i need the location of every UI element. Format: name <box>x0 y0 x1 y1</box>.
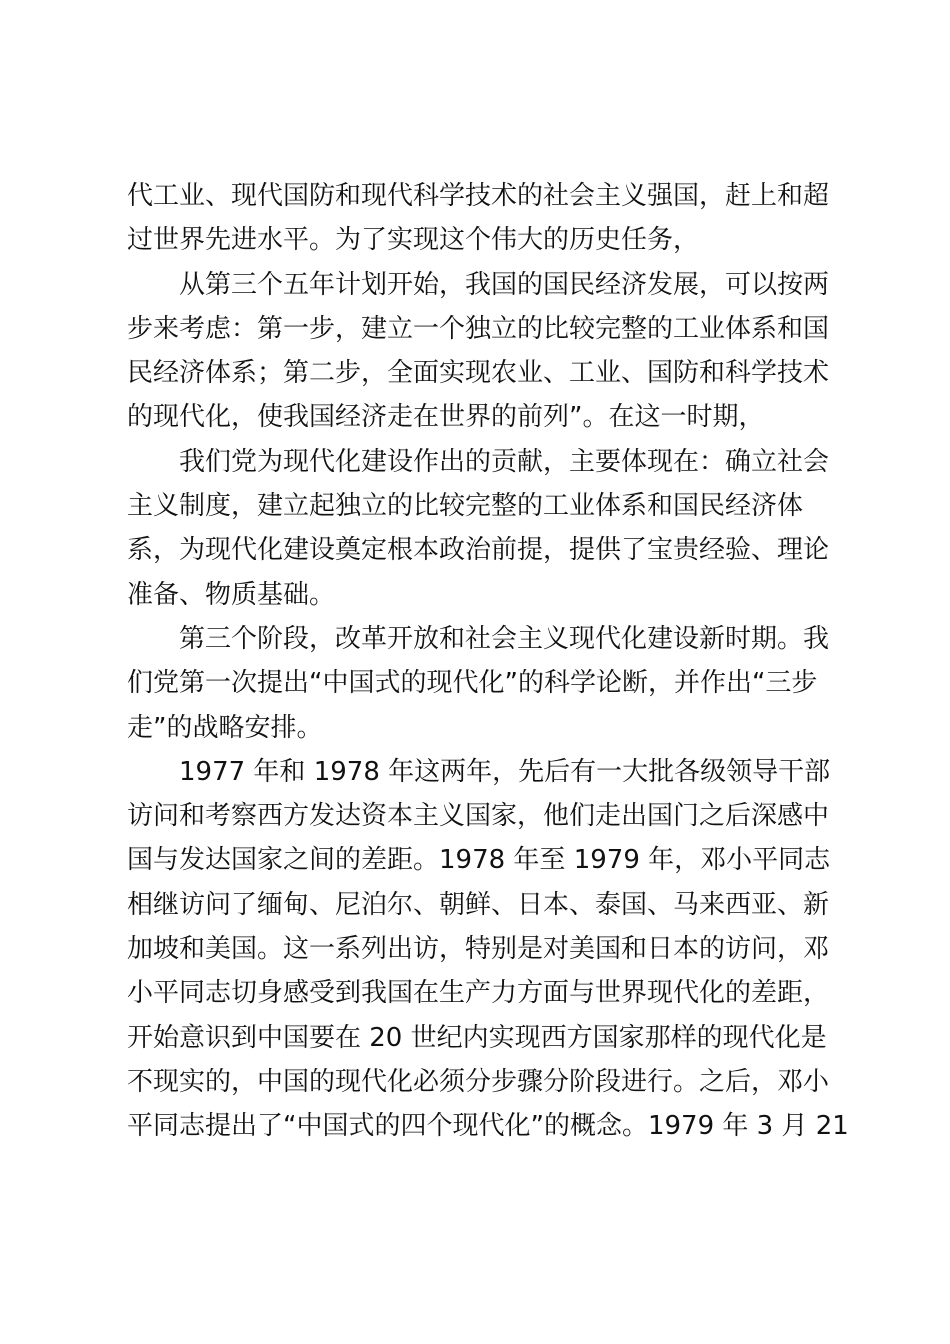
text-line: 相继访问了缅甸、尼泊尔、朝鲜、日本、泰国、马来西亚、新 <box>127 889 830 920</box>
text-line: 加坡和美国。这一系列出访，特别是对美国和日本的访问，邓 <box>127 934 830 965</box>
text-line: 访问和考察西方发达资本主义国家，他们走出国门之后深感中 <box>127 801 830 832</box>
text-line: 民经济体系；第二步，全面实现农业、工业、国防和科学技术 <box>127 358 830 389</box>
text-line: 步来考虑：第一步，建立一个独立的比较完整的工业体系和国 <box>127 313 830 344</box>
text-line: 代工业、现代国防和现代科学技术的社会主义强国，赶上和超 <box>127 181 830 211</box>
text-line: 国与发达国家之间的差距。1978 年至 1979 年，邓小平同志 <box>127 845 831 876</box>
text-line: 们党第一次提出“中国式的现代化”的科学论断，并作出“三步 <box>127 668 818 699</box>
text-line: 过世界先进水平。为了实现这个伟大的历史任务， <box>127 225 700 256</box>
text-line: 的现代化，使我国经济走在世界的前列”。在这一时期， <box>127 402 765 433</box>
text-line: 平同志提出了“中国式的四个现代化”的概念。1979 年 3 月 21 <box>127 1111 849 1142</box>
text-line: 开始意识到中国要在 20 世纪内实现西方国家那样的现代化是 <box>127 1022 827 1053</box>
text-line: 我们党为现代化建设作出的贡献，主要体现在：确立社会 <box>179 446 830 477</box>
text-line: 不现实的，中国的现代化必须分步骤分阶段进行。之后，邓小 <box>127 1066 830 1097</box>
text-line: 准备、物质基础。 <box>127 579 336 610</box>
document-page <box>127 174 849 1149</box>
text-line: 1977 年和 1978 年这两年，先后有一大批各级领导干部 <box>179 756 831 787</box>
text-line: 系，为现代化建设奠定根本政治前提，提供了宝贵经验、理论 <box>127 535 830 566</box>
text-line: 小平同志切身感受到我国在生产力方面与世界现代化的差距， <box>127 978 830 1009</box>
text-line: 从第三个五年计划开始，我国的国民经济发展，可以按两 <box>179 269 830 300</box>
text-line: 走”的战略安排。 <box>127 712 323 743</box>
text-line: 主义制度，建立起独立的比较完整的工业体系和国民经济体 <box>127 491 804 522</box>
text-line: 第三个阶段，改革开放和社会主义现代化建设新时期。我 <box>179 623 830 654</box>
